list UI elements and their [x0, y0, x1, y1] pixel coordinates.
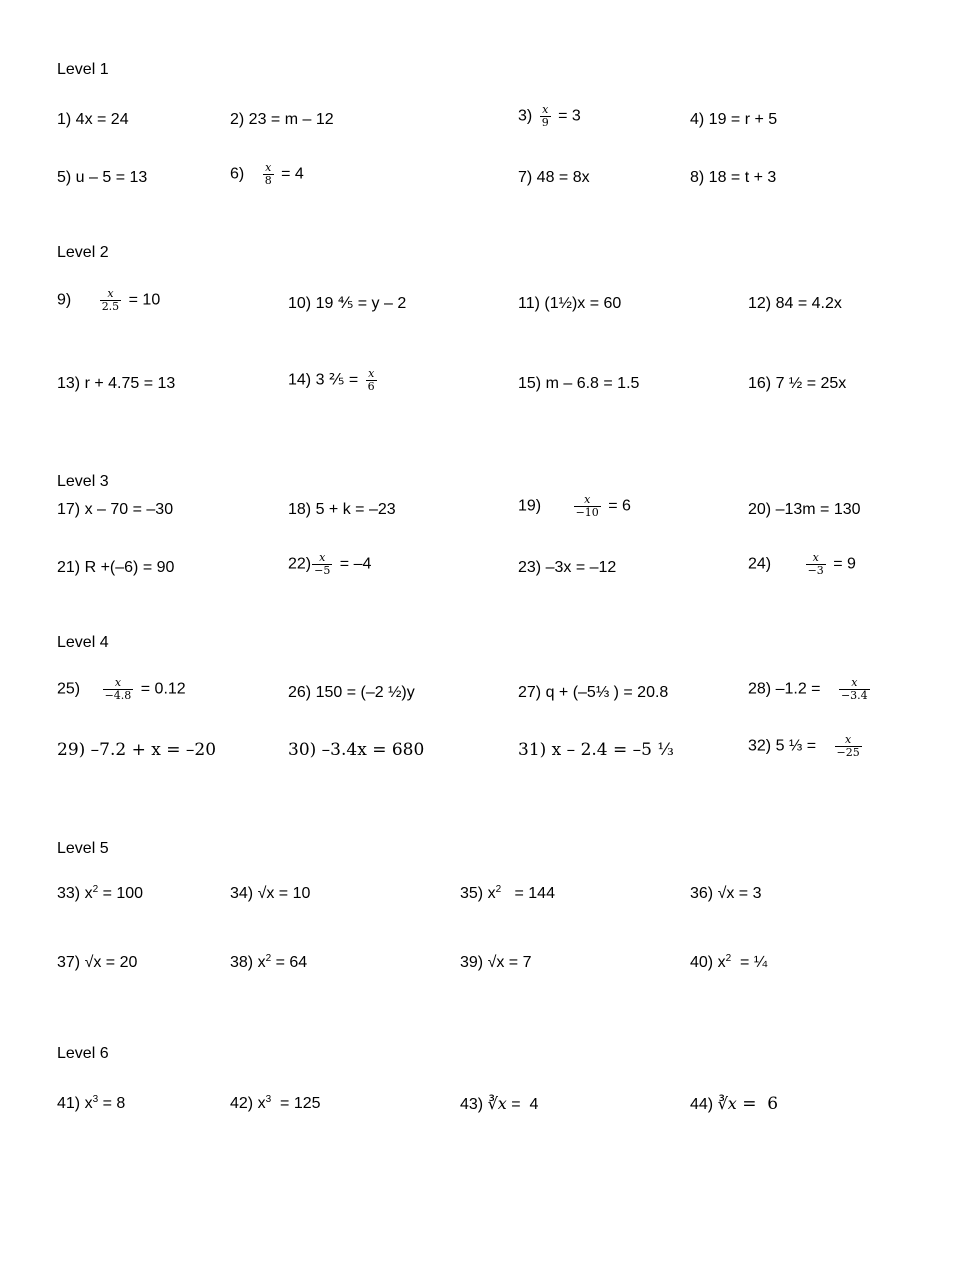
problem-23: 23) –3x = –12 — [518, 559, 617, 576]
level-1-heading: Level 1 — [57, 61, 109, 78]
problem-15: 15) m – 6.8 = 1.5 — [518, 375, 640, 392]
problem-13: 13) r + 4.75 = 13 — [57, 375, 176, 392]
problem-3 — [518, 104, 581, 129]
problem-19-rest: = 6 — [608, 497, 631, 515]
problem-1: 1) 4x = 24 — [57, 111, 129, 128]
fraction-numerator: x — [845, 733, 852, 746]
problem-16: 16) 7 ½ = 25x — [748, 375, 847, 392]
fraction-numerator: x — [542, 103, 549, 116]
problem-26: 26) 150 = (–2 ½)y — [288, 684, 415, 701]
problem-19-label: 19) — [518, 497, 542, 515]
problem-38-base: 38) x — [230, 954, 266, 971]
problem-42-base: 42) x — [230, 1095, 266, 1112]
problem-44-label: 44) ∛ — [690, 1096, 728, 1113]
problem-21: 21) R +(–6) = 90 — [57, 559, 175, 576]
fraction-denominator: 2.5 — [101, 300, 120, 313]
fraction-denominator: −4.8 — [104, 689, 132, 702]
problem-9 — [57, 288, 160, 313]
fraction-numerator: x — [107, 287, 114, 300]
fraction-denominator: −3.4 — [840, 689, 868, 702]
problem-33 — [57, 884, 143, 904]
exponent: 3 — [265, 1094, 272, 1105]
problem-6-label: 6) — [230, 165, 245, 183]
level-4-heading: Level 4 — [57, 634, 109, 651]
level-3-heading: Level 3 — [57, 473, 109, 490]
problem-10: 10) 19 ⅘ = y – 2 — [288, 295, 407, 312]
problem-43 — [460, 1094, 538, 1115]
fraction — [574, 494, 601, 519]
problem-40 — [690, 953, 767, 973]
problem-20: 20) –13m = 130 — [748, 501, 861, 518]
fraction-numerator: x — [851, 676, 858, 689]
problem-24-rest: = 9 — [833, 555, 856, 573]
problem-22-rest: = –4 — [339, 555, 372, 573]
problem-41-base: 41) x — [57, 1095, 93, 1112]
problem-44-var: x — [727, 1094, 737, 1113]
problem-24-label: 24) — [748, 555, 772, 573]
problem-38 — [230, 953, 307, 973]
problem-9-rest: = 10 — [128, 291, 161, 309]
fraction — [839, 677, 870, 702]
fraction — [366, 368, 377, 393]
fraction — [263, 162, 274, 187]
problem-44 — [690, 1094, 778, 1115]
problem-7: 7) 48 = 8x — [518, 169, 590, 186]
problem-38-rest: = 64 — [271, 954, 308, 971]
problem-40-base: 40) x — [690, 954, 726, 971]
problem-6 — [230, 162, 304, 187]
fraction-denominator: −5 — [314, 564, 331, 577]
problem-35-rest: = 144 — [501, 885, 555, 902]
level-5-heading: Level 5 — [57, 840, 109, 857]
problem-33-rest: = 100 — [98, 885, 144, 902]
problem-2: 2) 23 = m – 12 — [230, 111, 334, 128]
problem-3-label: 3) — [518, 107, 533, 125]
fraction-numerator: x — [584, 493, 591, 506]
exponent: 2 — [265, 953, 272, 964]
fraction-numerator: x — [368, 367, 375, 380]
exponent: 2 — [725, 953, 732, 964]
problem-4: 4) 19 = r + 5 — [690, 111, 778, 128]
problem-3-rest: = 3 — [558, 107, 581, 125]
fraction-denominator: −3 — [807, 564, 824, 577]
fraction-numerator: x — [114, 676, 122, 689]
problem-12: 12) 84 = 4.2x — [748, 295, 842, 312]
fraction-denominator: −10 — [575, 506, 599, 519]
problem-37: 37) √x = 20 — [57, 954, 138, 971]
problem-25 — [57, 677, 186, 702]
fraction — [103, 677, 134, 702]
problem-30: 30) –3.4x = 680 — [288, 740, 425, 760]
problem-29: 29) –7.2 + x = –20 — [57, 740, 217, 760]
problem-9-label: 9) — [57, 291, 72, 309]
problem-32-label: 32) 5 ⅓ = — [748, 737, 817, 755]
problem-35 — [460, 884, 555, 904]
problem-44-rest: = 6 — [736, 1094, 779, 1114]
problem-35-base: 35) x — [460, 885, 496, 902]
problem-28-label: 28) –1.2 = — [748, 680, 821, 698]
fraction-numerator: x — [812, 551, 819, 564]
problem-39: 39) √x = 7 — [460, 954, 532, 971]
problem-14-label: 14) 3 ⅖ = — [288, 371, 359, 389]
problem-34: 34) √x = 10 — [230, 885, 311, 902]
problem-41 — [57, 1094, 125, 1114]
problem-43-label: 43) ∛ — [460, 1096, 498, 1113]
problem-28 — [748, 677, 873, 702]
fraction-denominator: 9 — [541, 116, 549, 129]
problem-11: 11) (1½)x = 60 — [518, 295, 622, 312]
problem-43-var: x — [497, 1094, 507, 1113]
fraction-numerator: x — [265, 161, 272, 174]
fraction-denominator: 8 — [264, 174, 272, 187]
problem-22 — [288, 552, 371, 577]
exponent: 3 — [92, 1094, 99, 1105]
problem-8: 8) 18 = t + 3 — [690, 169, 777, 186]
problem-27: 27) q + (–5⅓ ) = 20.8 — [518, 684, 669, 701]
problem-43-rest: = 4 — [506, 1096, 539, 1113]
problem-25-label: 25) — [57, 680, 81, 698]
fraction — [100, 288, 122, 313]
problem-42 — [230, 1094, 321, 1114]
exponent: 2 — [92, 884, 99, 895]
problem-36: 36) √x = 3 — [690, 885, 762, 902]
problem-18: 18) 5 + k = –23 — [288, 501, 396, 518]
problem-14 — [288, 368, 380, 393]
problem-5: 5) u – 5 = 13 — [57, 169, 148, 186]
problem-22-label: 22) — [288, 555, 312, 573]
problem-17: 17) x – 70 = –30 — [57, 501, 174, 518]
problem-33-base: 33) x — [57, 885, 93, 902]
exponent: 2 — [495, 884, 502, 895]
problem-6-rest: = 4 — [281, 165, 304, 183]
problem-42-rest: = 125 — [271, 1095, 321, 1112]
fraction — [312, 552, 332, 577]
problem-25-rest: = 0.12 — [140, 680, 186, 698]
problem-19 — [518, 494, 631, 519]
fraction-denominator: −25 — [836, 746, 860, 759]
fraction — [540, 104, 551, 129]
fraction — [806, 552, 826, 577]
fraction — [835, 734, 862, 759]
fraction-numerator: x — [319, 551, 326, 564]
level-6-heading: Level 6 — [57, 1045, 109, 1062]
problem-40-rest: = ¼ — [731, 954, 768, 971]
problem-31: 31) x – 2.4 = –5 ⅓ — [518, 740, 674, 760]
level-2-heading: Level 2 — [57, 244, 109, 261]
problem-41-rest: = 8 — [98, 1095, 126, 1112]
fraction-denominator: 6 — [367, 380, 375, 393]
problem-32 — [748, 734, 865, 759]
problem-24 — [748, 552, 856, 577]
